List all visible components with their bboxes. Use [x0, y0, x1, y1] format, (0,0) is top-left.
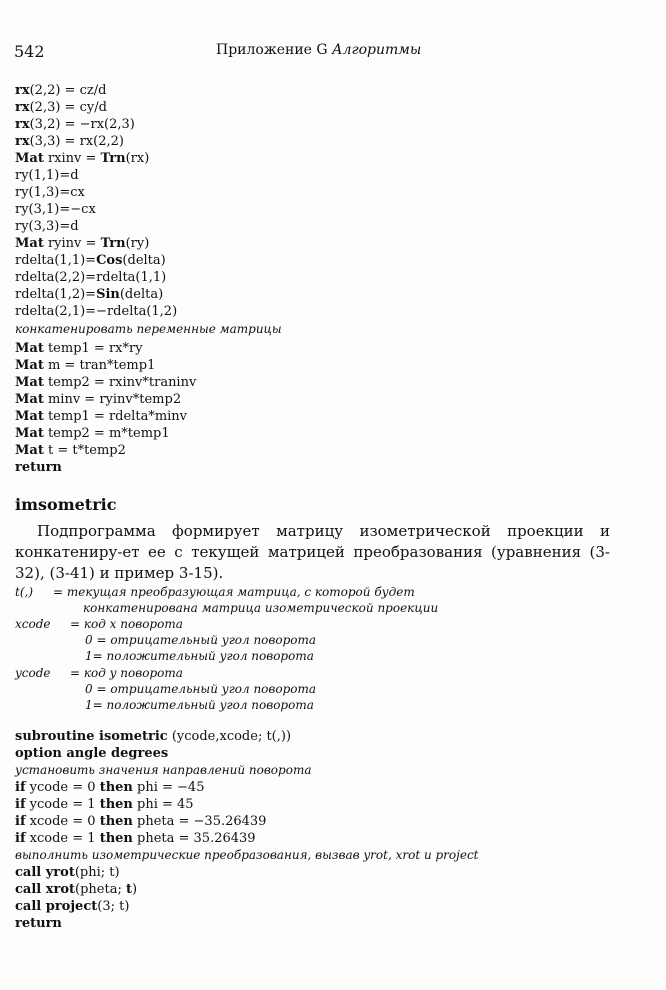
param-description	[85, 682, 316, 696]
code-text: (3,3) = rx(2,2)	[29, 134, 124, 149]
code-line	[15, 745, 479, 762]
code-text: ry(1,3)=cx	[15, 185, 85, 200]
keyword: Mat	[15, 392, 44, 407]
param-description	[85, 633, 316, 647]
param-text: код x поворота	[83, 617, 183, 632]
keyword: Trn	[100, 236, 126, 251]
code-text: )	[132, 882, 138, 897]
code-line	[15, 286, 177, 303]
code-text: (2,3) = cy/d	[29, 100, 107, 115]
keyword: Sin	[96, 287, 120, 302]
keyword: then	[99, 797, 133, 812]
description-paragraph: Подпрограмма формирует матрицу изометрической проекции и конкатениру-ет ее с текущей матрицей преобразования (уравнения (3-32), (3-41) и пример 3-15).	[15, 522, 610, 582]
code-line	[15, 442, 196, 459]
code-line	[15, 357, 196, 374]
code-line	[15, 391, 196, 408]
code-line	[15, 235, 177, 252]
code-line	[15, 303, 177, 320]
code-line	[15, 340, 196, 357]
keyword: then	[99, 814, 133, 829]
code-text: xcode = 1	[25, 831, 100, 846]
code-text: (rx)	[125, 151, 150, 166]
code-text: minv = ryinv*temp2	[43, 392, 182, 407]
keyword: then	[99, 831, 133, 846]
code-text: (3,2) = −rx(2,3)	[29, 117, 135, 132]
param-name: t(,)	[15, 585, 33, 599]
code-line	[15, 459, 196, 476]
code-text: pheta = −35.26439	[132, 814, 267, 829]
code-text: rdelta(1,2)=	[15, 287, 97, 302]
keyword: call xrot	[15, 882, 76, 897]
code-line	[15, 728, 479, 745]
keyword: t	[125, 882, 132, 897]
keyword: Mat	[15, 443, 44, 458]
equals-sign: =	[53, 585, 67, 599]
code-text: m = tran*temp1	[43, 358, 156, 373]
code-line	[15, 408, 196, 425]
param-text: 1= положительный угол поворота	[85, 697, 314, 712]
code-block-3	[15, 728, 479, 932]
param-description	[53, 585, 415, 599]
keyword: rx	[15, 100, 30, 115]
code-text: phi = 45	[132, 797, 194, 812]
equals-sign: =	[70, 665, 84, 680]
code-text: (pheta;	[75, 882, 126, 897]
param-text: 0 = отрицательный угол поворота	[85, 681, 317, 696]
keyword: Mat	[15, 236, 44, 251]
keyword: subroutine isometric	[15, 729, 168, 744]
code-line	[15, 167, 177, 184]
keyword: Mat	[15, 426, 44, 441]
code-line	[15, 762, 479, 779]
keyword: rx	[15, 83, 30, 98]
code-text: ryinv =	[43, 236, 101, 251]
code-line	[15, 269, 177, 286]
code-text: temp2 = rxinv*traninv	[43, 375, 197, 390]
code-text: rdelta(2,1)=−rdelta(1,2)	[15, 304, 178, 319]
code-text: (phi; t)	[74, 865, 120, 880]
code-block-1	[15, 82, 177, 320]
code-line	[15, 830, 479, 847]
param-name: ycode	[15, 665, 51, 680]
param-description	[85, 649, 314, 663]
code-line	[15, 779, 479, 796]
keyword: if	[15, 814, 26, 829]
code-text: t = t*temp2	[43, 443, 126, 458]
code-block-2	[15, 340, 196, 476]
keyword: Mat	[15, 358, 44, 373]
code-line	[15, 881, 479, 898]
keyword: Trn	[100, 151, 126, 166]
code-line	[15, 133, 177, 150]
param-description	[70, 617, 183, 631]
param-description	[70, 666, 183, 680]
code-text: temp2 = m*temp1	[43, 426, 170, 441]
code-text: (ycode,xcode; t(,))	[167, 729, 292, 744]
code-text: rxinv =	[43, 151, 101, 166]
code-text: ry(1,1)=d	[15, 168, 79, 183]
code-line	[15, 82, 177, 99]
code-text: rdelta(2,2)=rdelta(1,1)	[15, 270, 167, 285]
keyword: Mat	[15, 151, 44, 166]
code-line	[15, 218, 177, 235]
code-text: ycode = 0	[25, 780, 100, 795]
code-line	[15, 99, 177, 116]
keyword: Cos	[96, 253, 123, 268]
code-text: xcode = 0	[25, 814, 100, 829]
chapter-title: Алгоритмы	[332, 42, 422, 58]
param-name: xcode	[15, 617, 51, 632]
param-text: 0 = отрицательный угол поворота	[85, 633, 317, 648]
code-text: (ry)	[125, 236, 150, 251]
section-title: imsometric	[15, 495, 117, 514]
code-line	[15, 898, 479, 915]
keyword: Mat	[15, 409, 44, 424]
param-text: конкатенирована матрица изометрической проекции	[83, 601, 439, 616]
keyword: rx	[15, 117, 30, 132]
code-line	[15, 116, 177, 133]
code-line	[15, 864, 479, 881]
keyword: rx	[15, 134, 30, 149]
code-text: temp1 = rdelta*minv	[43, 409, 188, 424]
code-text: phi = −45	[132, 780, 205, 795]
param-description	[85, 698, 314, 712]
keyword: if	[15, 797, 26, 812]
param-text: текущая преобразующая матрица, с которой будет	[66, 585, 415, 599]
param-text: 1= положительный угол поворота	[85, 649, 314, 664]
keyword: option angle degrees	[15, 746, 169, 761]
chapter-label: Приложение G	[216, 42, 328, 58]
equals-sign: =	[70, 617, 84, 632]
code-text: (3; t)	[97, 899, 130, 914]
code-line	[15, 915, 479, 932]
keyword: return	[15, 916, 62, 931]
keyword: if	[15, 831, 26, 846]
code-text: rdelta(1,1)=	[15, 253, 97, 268]
code-line	[15, 201, 177, 218]
code-text: ycode = 1	[25, 797, 100, 812]
keyword: Mat	[15, 375, 44, 390]
code-line	[15, 184, 177, 201]
code-text: ry(3,1)=−cx	[15, 202, 96, 217]
code-line	[15, 847, 479, 864]
param-text: код y поворота	[83, 665, 183, 680]
code-line	[15, 374, 196, 391]
code-text: temp1 = rx*ry	[43, 341, 143, 356]
code-text: (delta)	[119, 287, 164, 302]
keyword: then	[99, 780, 133, 795]
keyword: Mat	[15, 341, 44, 356]
code-line	[15, 150, 177, 167]
keyword: if	[15, 780, 26, 795]
code-line	[15, 796, 479, 813]
page-number: 542	[14, 42, 45, 61]
running-header	[216, 42, 421, 58]
comment: выполнить изометрические преобразования, вызвав yrot, xrot и project	[15, 848, 479, 862]
keyword: call project	[15, 899, 98, 914]
code-text: (delta)	[122, 253, 166, 268]
comment-concatenate: конкатенировать переменные матрицы	[15, 322, 282, 336]
code-text: ry(3,3)=d	[15, 219, 79, 234]
code-line	[15, 252, 177, 269]
code-text: (2,2) = cz/d	[29, 83, 107, 98]
keyword: return	[15, 460, 62, 475]
comment: установить значения направлений поворота	[15, 763, 312, 777]
keyword: call yrot	[15, 865, 75, 880]
code-text: pheta = 35.26439	[132, 831, 256, 846]
param-description	[83, 601, 438, 615]
code-line	[15, 425, 196, 442]
code-line	[15, 813, 479, 830]
